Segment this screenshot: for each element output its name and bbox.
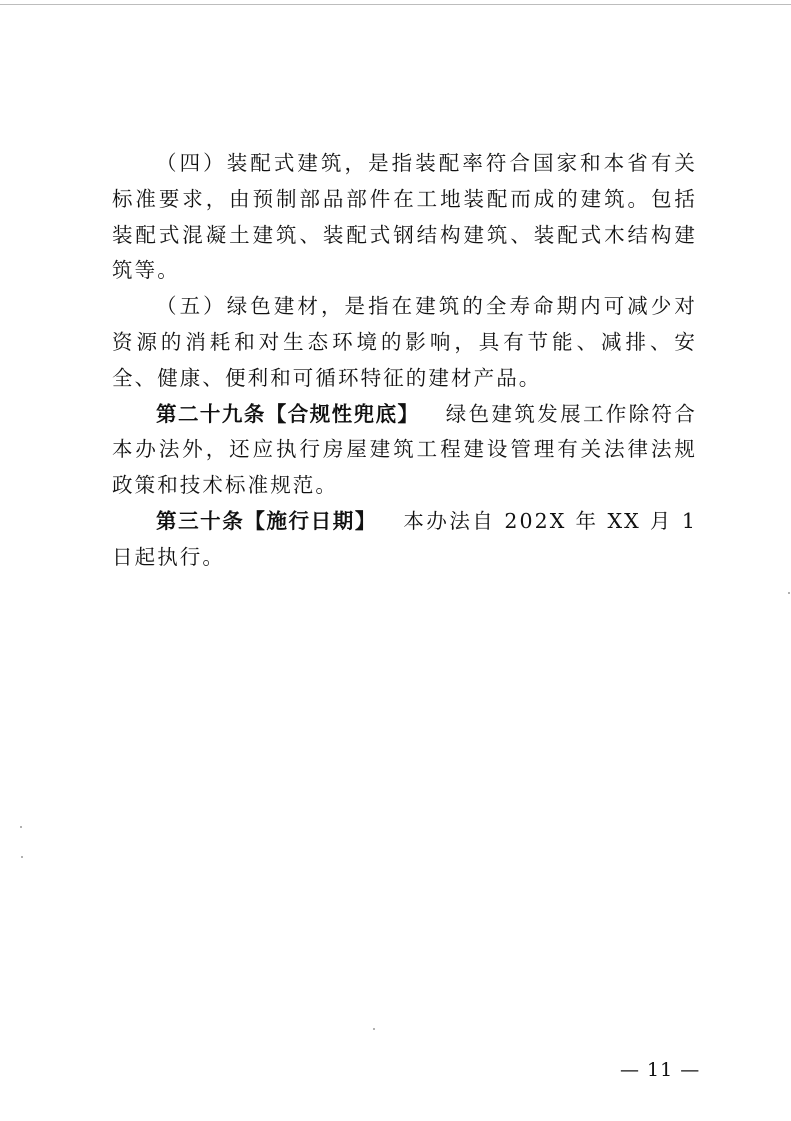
article-29 bbox=[112, 397, 697, 504]
scan-speck bbox=[788, 592, 790, 594]
paragraph-green-materials: （五）绿色建材，是指在建筑的全寿命期内可减少对资源的消耗和对生态环境的影响，具有节能、减排、安全、健康、便利和可循环特征的建材产品。 bbox=[112, 294, 697, 390]
top-border-line bbox=[0, 4, 791, 5]
paragraph-prefabricated-building: （四）装配式建筑，是指装配率符合国家和本省有关标准要求，由预制部品部件在工地装配而成的建筑。包括装配式混凝土建筑、装配式钢结构建筑、装配式木结构建筑等。 bbox=[112, 151, 697, 283]
page-number: — 11 — bbox=[620, 1059, 701, 1081]
article-29-title: 第二十九条【合规性兜底】 bbox=[156, 401, 420, 426]
article-29-body: 绿色建筑发展工作除符合本办法外，还应执行房屋建筑工程建设管理有关法律法规政策和技术标准规范。 bbox=[112, 401, 697, 498]
scan-speck bbox=[373, 1028, 375, 1030]
article-30-title: 第三十条【施行日期】 bbox=[156, 508, 377, 533]
article-30-body: 本办法自 202X 年 XX 月 1 日起执行。 bbox=[112, 508, 697, 569]
scan-speck bbox=[21, 856, 23, 858]
scan-speck bbox=[20, 826, 22, 828]
document-body bbox=[112, 146, 697, 576]
article-30 bbox=[112, 504, 697, 576]
